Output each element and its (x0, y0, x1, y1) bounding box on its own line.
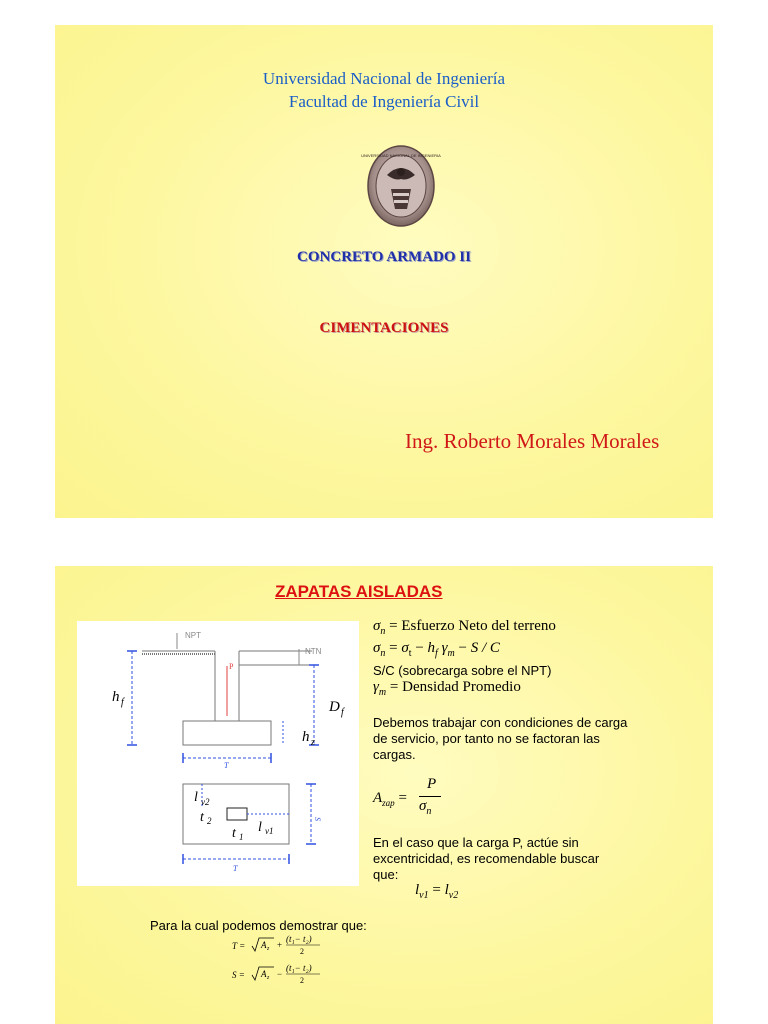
svg-text:T: T (233, 864, 238, 873)
svg-text:2: 2 (300, 976, 304, 985)
area-formula: $A_{zap}$ = P $\sigma_n$ (373, 776, 493, 826)
svg-text:UNIVERSIDAD NACIONAL DE INGENI: UNIVERSIDAD NACIONAL DE INGENIERIA (361, 153, 441, 158)
service-load-paragraph: Debemos trabajar con condiciones de carga de servicio, por tanto no se factoran las cargas. (373, 715, 628, 762)
svg-text:(t₁− t₂): (t₁− t₂) (286, 963, 312, 973)
topic-title: CIMENTACIONES (319, 320, 449, 336)
university-name: Universidad Nacional de Ingeniería (262, 69, 506, 88)
gamma-m-definition: $\gamma_m$ = Densidad Promedio (373, 679, 521, 698)
svg-text:1: 1 (239, 832, 244, 842)
sigma-n-formula: $\sigma_n = \sigma_t - h_f$ $\gamma_m - S / C$ (373, 640, 500, 659)
svg-text:t: t (200, 810, 204, 825)
faculty-name: Facultad de Ingeniería Civil (288, 92, 480, 111)
svg-text:T: T (224, 761, 229, 770)
svg-text:NTN: NTN (305, 647, 322, 656)
footing-diagram (77, 621, 359, 886)
svg-text:z: z (267, 946, 270, 952)
svg-text:P: P (229, 662, 234, 671)
dimension-formulas (230, 934, 340, 992)
svg-text:D: D (329, 699, 340, 715)
svg-text:(t₁− t₂): (t₁− t₂) (286, 934, 312, 944)
title-slide (55, 25, 713, 518)
demonstrate-paragraph: Para la cual podemos demostrar que: (150, 918, 367, 933)
svg-text:t: t (232, 826, 236, 841)
lv-equality: $l_{v1} = l_{v2}$ (415, 882, 459, 901)
author-name: Ing. Roberto Morales Morales (405, 429, 660, 453)
svg-text:A: A (261, 940, 267, 950)
svg-text:z: z (311, 737, 315, 748)
svg-text:v2: v2 (201, 797, 210, 807)
svg-text:z: z (267, 975, 270, 981)
sigma-n-definition: $\sigma_n$ = Esfuerzo Neto del terreno (373, 618, 556, 637)
svg-text:f: f (341, 707, 344, 718)
svg-text:S =: S = (232, 970, 245, 980)
svg-text:l: l (194, 790, 198, 805)
svg-text:h: h (112, 689, 120, 705)
svg-text:A: A (261, 969, 267, 979)
sc-note: S/C (sobrecarga sobre el NPT) (373, 663, 552, 678)
svg-text:NPT: NPT (185, 631, 201, 640)
slide-title: ZAPATAS AISLADAS (275, 582, 443, 601)
zapatas-slide (55, 566, 713, 1024)
eccentricity-paragraph: En el caso que la carga P, actúe sin excentricidad, es recomendable buscar que: (373, 835, 600, 882)
svg-text:l: l (258, 820, 262, 835)
university-seal-logo (361, 145, 441, 227)
svg-text:2: 2 (300, 947, 304, 956)
svg-text:f: f (121, 697, 124, 708)
svg-text:S: S (313, 817, 322, 821)
svg-text:+: + (277, 940, 283, 950)
svg-text:T =: T = (232, 941, 246, 951)
svg-text:2: 2 (207, 816, 212, 826)
svg-text:v1: v1 (265, 826, 274, 836)
svg-text:h: h (302, 729, 310, 745)
svg-text:−: − (277, 969, 283, 979)
course-title: CONCRETO ARMADO II (297, 249, 471, 265)
